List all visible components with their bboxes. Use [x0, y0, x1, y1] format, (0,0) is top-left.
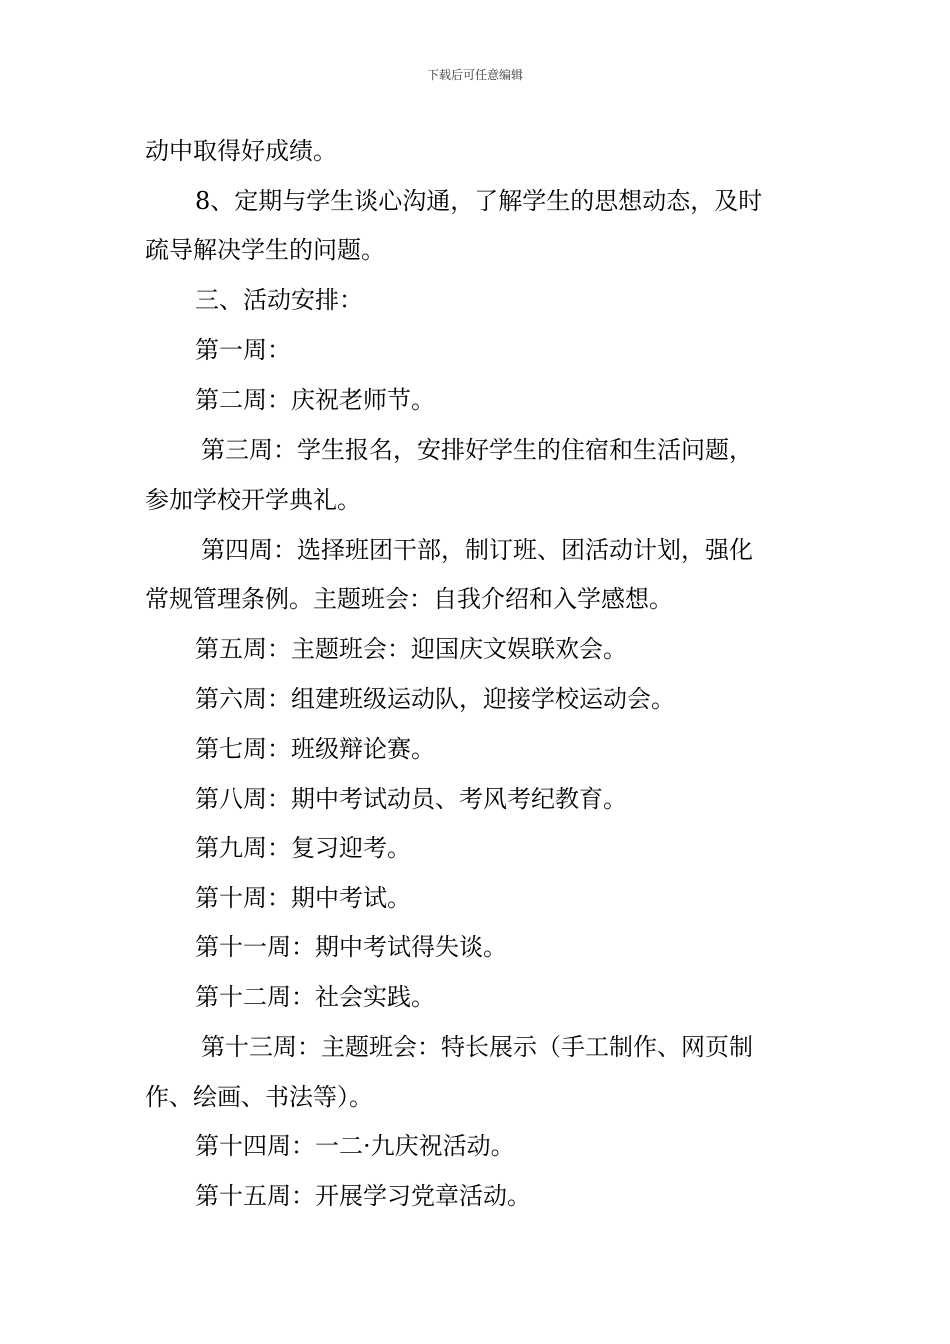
section-heading: 三、活动安排： [195, 286, 363, 314]
text-line: 第十二周：社会实践。 [195, 983, 435, 1011]
text-line: 第十三周：主题班会：特长展示（手工制作、网页制 [201, 1033, 753, 1061]
text-line: 第二周：庆祝老师节。 [195, 386, 435, 414]
text-line: 参加学校开学典礼。 [145, 486, 361, 514]
text-line: 第十一周：期中考试得失谈。 [195, 933, 507, 961]
text-line: 第十四周：一二·九庆祝活动。 [195, 1132, 515, 1160]
text-line: 第十周：期中考试。 [195, 884, 411, 912]
text-line: 8、定期与学生谈心沟通，了解学生的思想动态，及时 [195, 187, 763, 215]
text-line: 第九周：复习迎考。 [195, 834, 411, 862]
text-line: 第五周：主题班会：迎国庆文娱联欢会。 [195, 635, 627, 663]
text-line: 第十五周：开展学习党章活动。 [195, 1182, 531, 1210]
text-line: 第四周：选择班团干部，制订班、团活动计划，强化 [201, 536, 753, 564]
text-line: 第一周： [195, 336, 291, 364]
text-line: 作、绘画、书法等）。 [145, 1083, 373, 1111]
text-line: 第八周：期中考试动员、考风考纪教育。 [195, 785, 627, 813]
text-line: 第六周：组建班级运动队，迎接学校运动会。 [195, 685, 675, 713]
text-line: 第三周：学生报名，安排好学生的住宿和生活问题， [201, 436, 753, 464]
text-line: 动中取得好成绩。 [145, 137, 337, 165]
text-line: 疏导解决学生的问题。 [145, 236, 385, 264]
page-header: 下载后可任意编辑 [426, 68, 523, 82]
text-line: 常规管理条例。主题班会：自我介绍和入学感想。 [145, 585, 673, 613]
text-line: 第七周：班级辩论赛。 [195, 735, 435, 763]
